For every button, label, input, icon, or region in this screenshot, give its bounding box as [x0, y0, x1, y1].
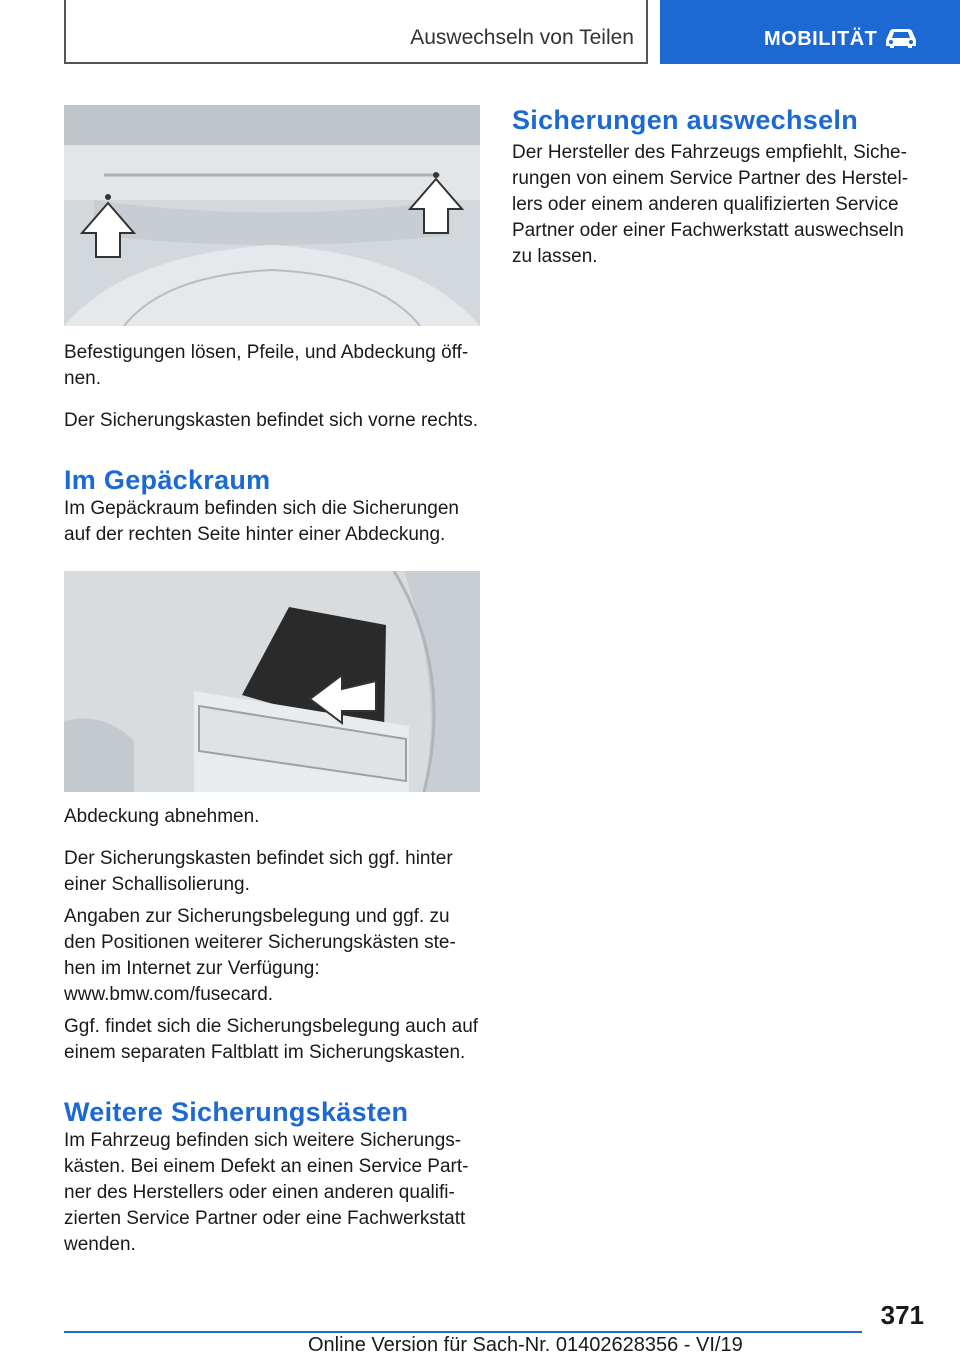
- paragraph-replace-fuses: Der Hersteller des Fahrzeugs empfiehlt, Siche-rungen von einem Service Partner des Herstel-lers oder einem anderen qualifizierten Service Partner oder einer Fachwerkstatt auswechseln zu lassen.: [512, 142, 909, 267]
- trunk-illustration: [64, 571, 480, 792]
- header-chapter-title: MOBILITÄT: [764, 28, 878, 50]
- paragraph-front-right: Der Sicherungskasten befindet sich vorne rechts.: [64, 410, 478, 431]
- left-column: [64, 105, 482, 1258]
- car-icon: [882, 26, 920, 50]
- footer-online-version: Online Version für Sach-Nr. 01402628356 - VI/19: [308, 1334, 743, 1356]
- figure-remove-cover: [64, 571, 480, 792]
- paragraph-fuse-assignment: Angaben zur Sicherungsbelegung und ggf. zu den Positionen weiterer Sicherungskästen ste-hen im Internet zur Verfügung: www.bmw.com/fusecard.: [64, 906, 456, 1005]
- figure-caption-1: Befestigungen lösen, Pfeile, und Abdeckung öff-nen.: [64, 342, 469, 389]
- header-section-title: Auswechseln von Teilen: [410, 26, 634, 49]
- paragraph-leaflet: Ggf. findet sich die Sicherungsbelegung auch auf einem separaten Faltblatt im Sicherungskasten.: [64, 1016, 479, 1063]
- right-column: [512, 104, 912, 270]
- heading-replace-fuses: Sicherungen auswechseln: [512, 105, 859, 135]
- paragraph-sound-insulation: Der Sicherungskasten befindet sich ggf. hinter einer Schallisolierung.: [64, 848, 453, 895]
- header-chapter-tab: [660, 0, 960, 64]
- paragraph-further-fuse-boxes: Im Fahrzeug befinden sich weitere Sicherungs-kästen. Bei einem Defekt an einen Service Part-ner des Herstellers oder einen anderen qualifi-zierten Service Partner oder eine Fachwerkstatt wenden.: [64, 1130, 469, 1255]
- figure-caption-2: Abdeckung abnehmen.: [64, 806, 260, 827]
- header-section-tab: [64, 0, 648, 64]
- paragraph-luggage-fuses: Im Gepäckraum befinden sich die Sicherungen auf der rechten Seite hinter einer Abdeckung.: [64, 498, 460, 545]
- footer-divider: [64, 1331, 862, 1333]
- figure-cover-fasteners: [64, 105, 480, 326]
- heading-luggage-compartment: Im Gepäckraum: [64, 465, 271, 495]
- cover-illustration: [64, 105, 480, 326]
- heading-further-fuse-boxes: Weitere Sicherungskästen: [64, 1097, 409, 1127]
- page-number: 371: [880, 1300, 924, 1330]
